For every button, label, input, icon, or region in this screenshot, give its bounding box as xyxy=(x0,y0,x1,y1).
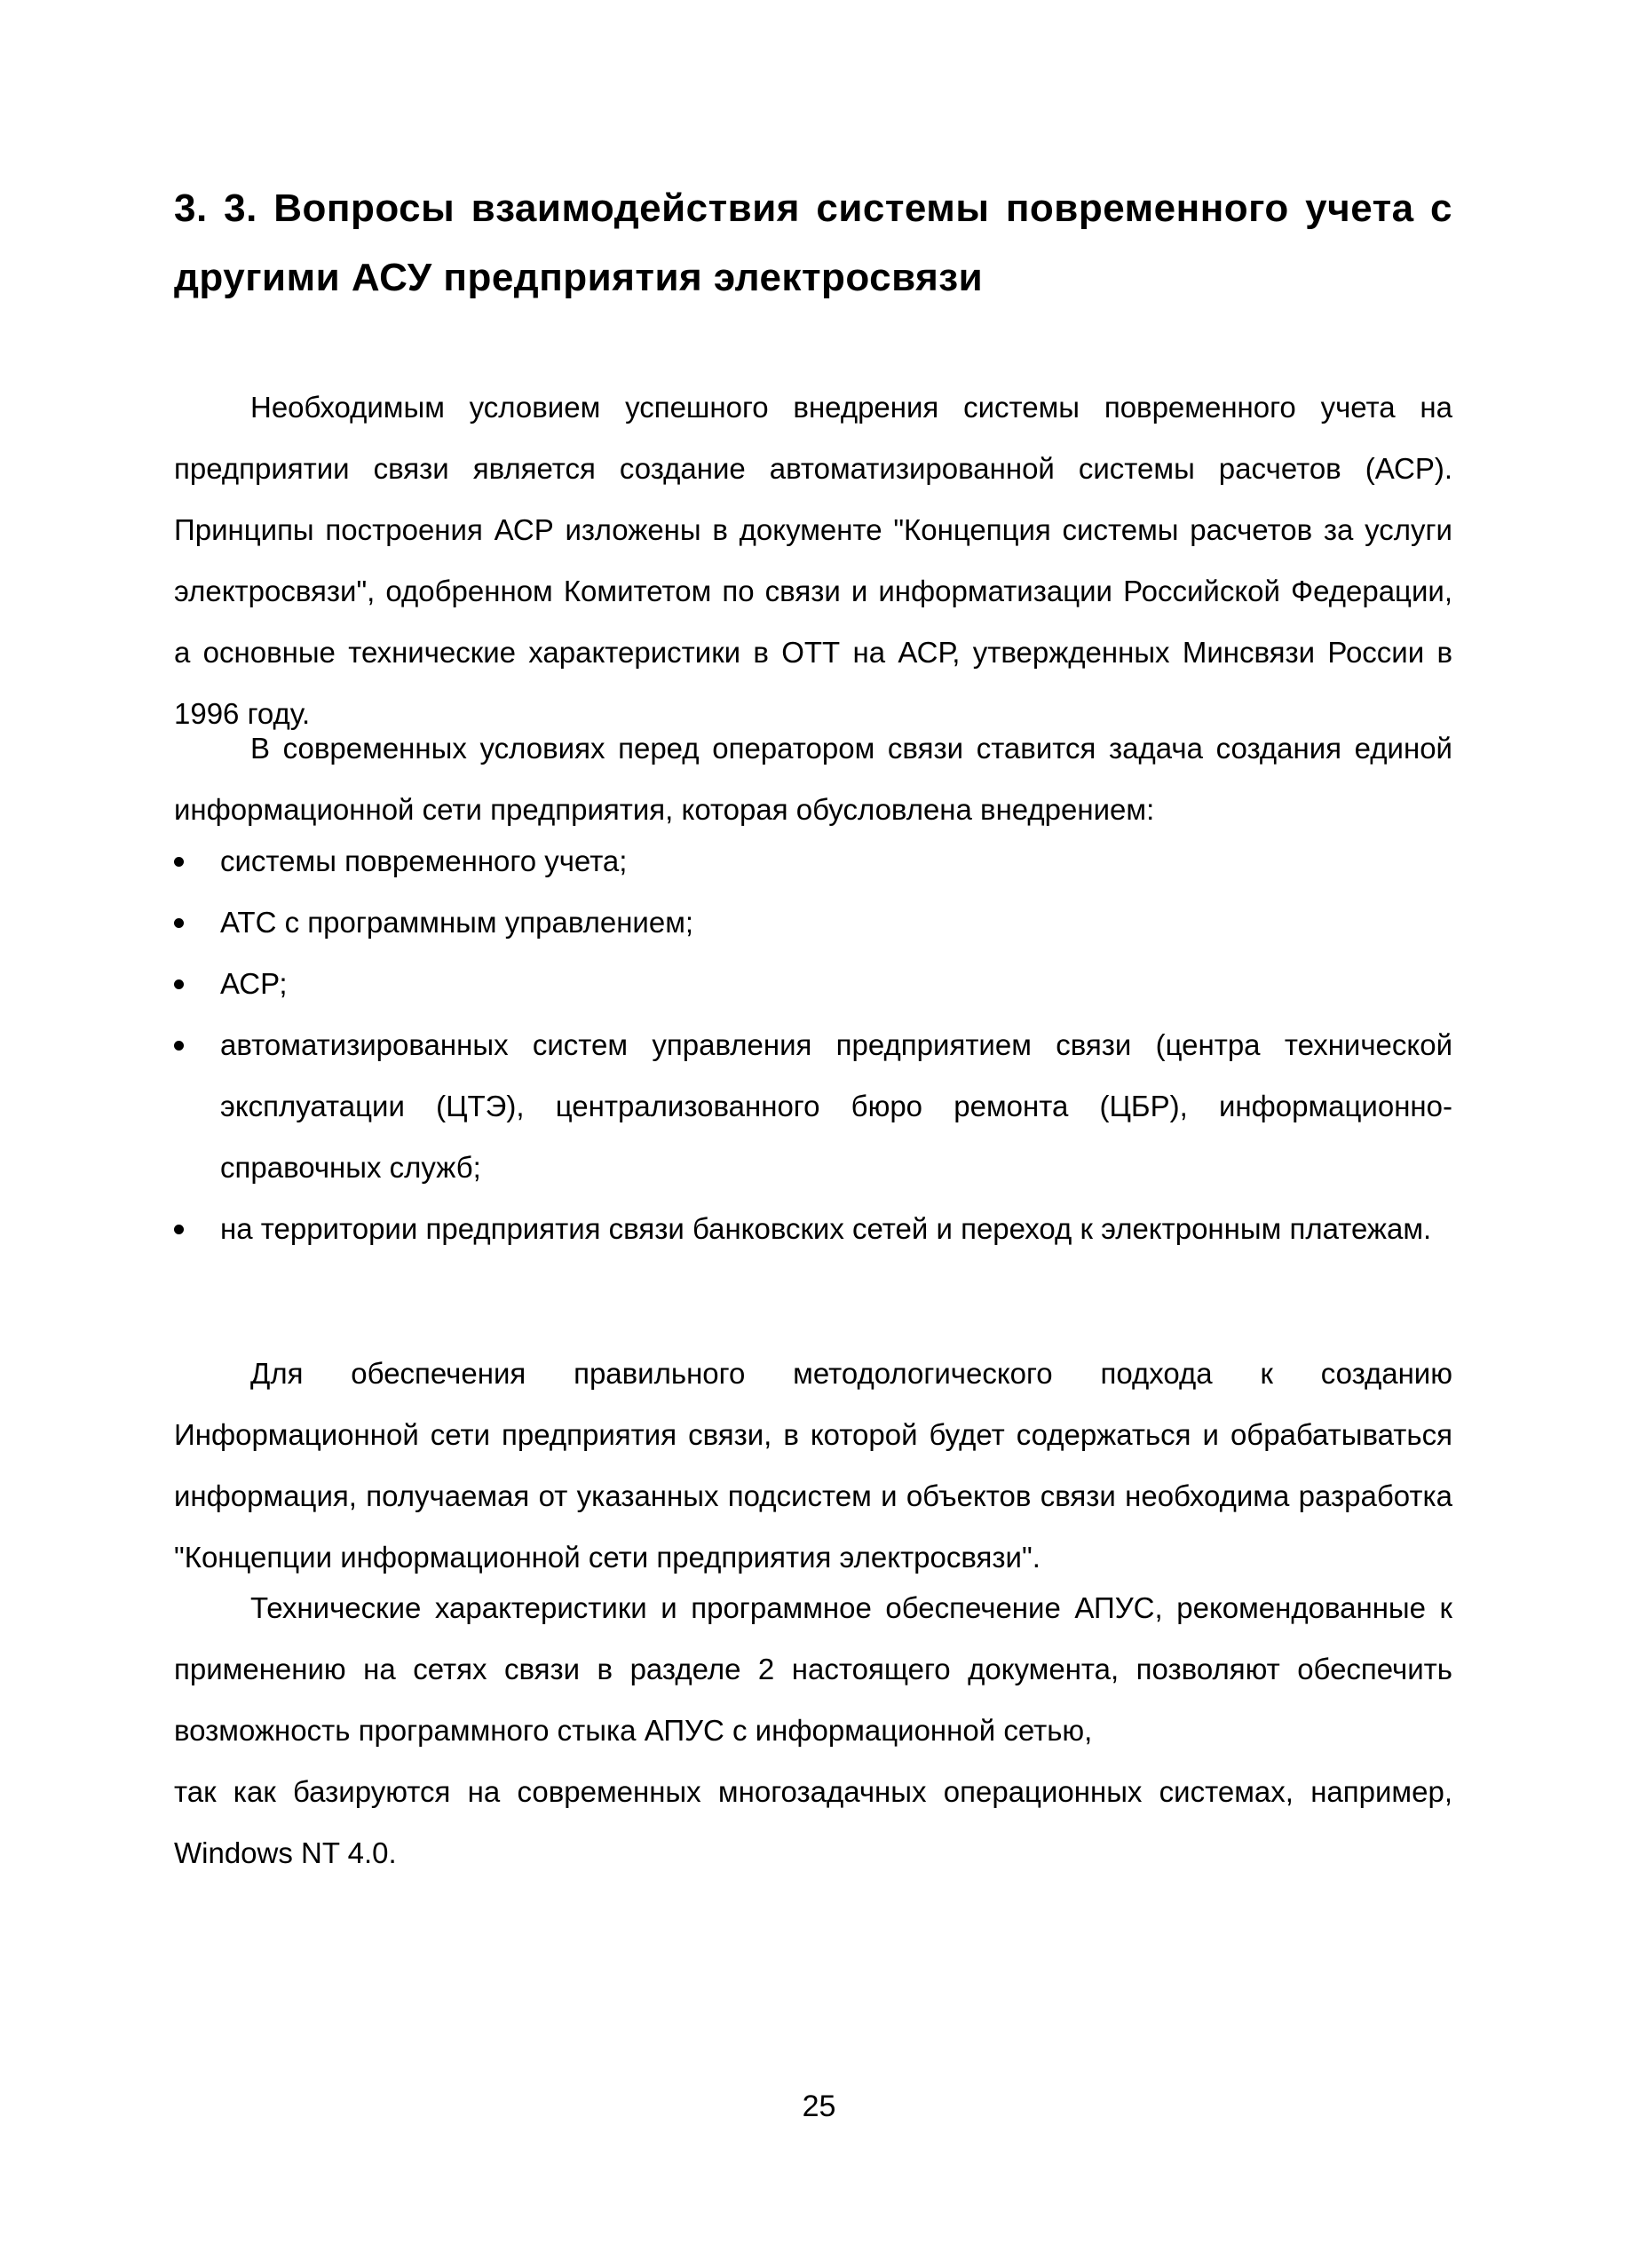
list-item xyxy=(174,830,1452,892)
list-item xyxy=(174,892,1452,953)
bullet-icon xyxy=(174,857,184,867)
paragraph-3 xyxy=(174,1343,1452,1588)
paragraph-4-text: Технические характеристики и программное обеспечение АПУС, рекомендованные к применению на сетях связи в разделе 2 настоящего документа, позволяют обеспечить возможность программного стыка АПУС с информационной сетью, xyxy=(174,1591,1452,1747)
paragraph-1 xyxy=(174,377,1452,744)
list-item-text: АСР; xyxy=(220,967,288,1000)
bullet-list xyxy=(174,830,1452,1259)
list-item-text: АТС с программным управлением; xyxy=(220,906,694,939)
list-item xyxy=(174,953,1452,1014)
bullet-icon xyxy=(174,1041,184,1051)
section-title-line-2: другими АСУ предприятия электросвязи xyxy=(174,256,984,299)
bullet-icon xyxy=(174,979,184,989)
section-title xyxy=(174,174,1452,313)
paragraph-1-text: Необходимым условием успешного внедрения системы повременного учета на предприятии связи является создание автоматизированной системы расчетов (АСР). Принципы построения АСР изложены в документе "Концепция системы расчетов за услуги электросвязи", одобренном Комитетом по связи и информатизации Российской Федерации, а основные технические характеристики в ОТТ на АСР, утвержденных Минсвязи России в 1996 году. xyxy=(174,391,1452,730)
paragraph-2 xyxy=(174,718,1452,840)
list-item-text: на территории предприятия связи банковских сетей и переход к электронным платежам. xyxy=(220,1212,1432,1245)
list-item xyxy=(174,1198,1452,1259)
bullet-icon xyxy=(174,918,184,928)
paragraph-3-text: Для обеспечения правильного методологического подхода к созданию Информационной сети предприятия связи, в которой будет содержаться и обрабатываться информация, получаемая от указанных подсистем и объектов связи необходима разработка "Концепции информационной сети предприятия электросвязи". xyxy=(174,1357,1452,1574)
section-title-line-1: 3. 3. Вопросы взаимодействия системы повременного учета с xyxy=(174,186,1452,230)
bullet-icon xyxy=(174,1225,184,1234)
list-item-text: автоматизированных систем управления предприятием связи (центра технической эксплуатации (ЦТЭ), централизованного бюро ремонта (ЦБР), информационно-справочных служб; xyxy=(220,1028,1452,1184)
list-item-text: системы повременного учета; xyxy=(220,845,628,877)
paragraph-4 xyxy=(174,1577,1452,1883)
page-number: 25 xyxy=(802,2090,836,2123)
paragraph-4-continuation: так как базируются на современных многозадачных операционных системах, например, Windows NT 4.0. xyxy=(174,1775,1452,1869)
list-item xyxy=(174,1014,1452,1198)
paragraph-2-text: В современных условиях перед оператором связи ставится задача создания единой информационной сети предприятия, которая обусловлена внедрением: xyxy=(174,732,1452,826)
